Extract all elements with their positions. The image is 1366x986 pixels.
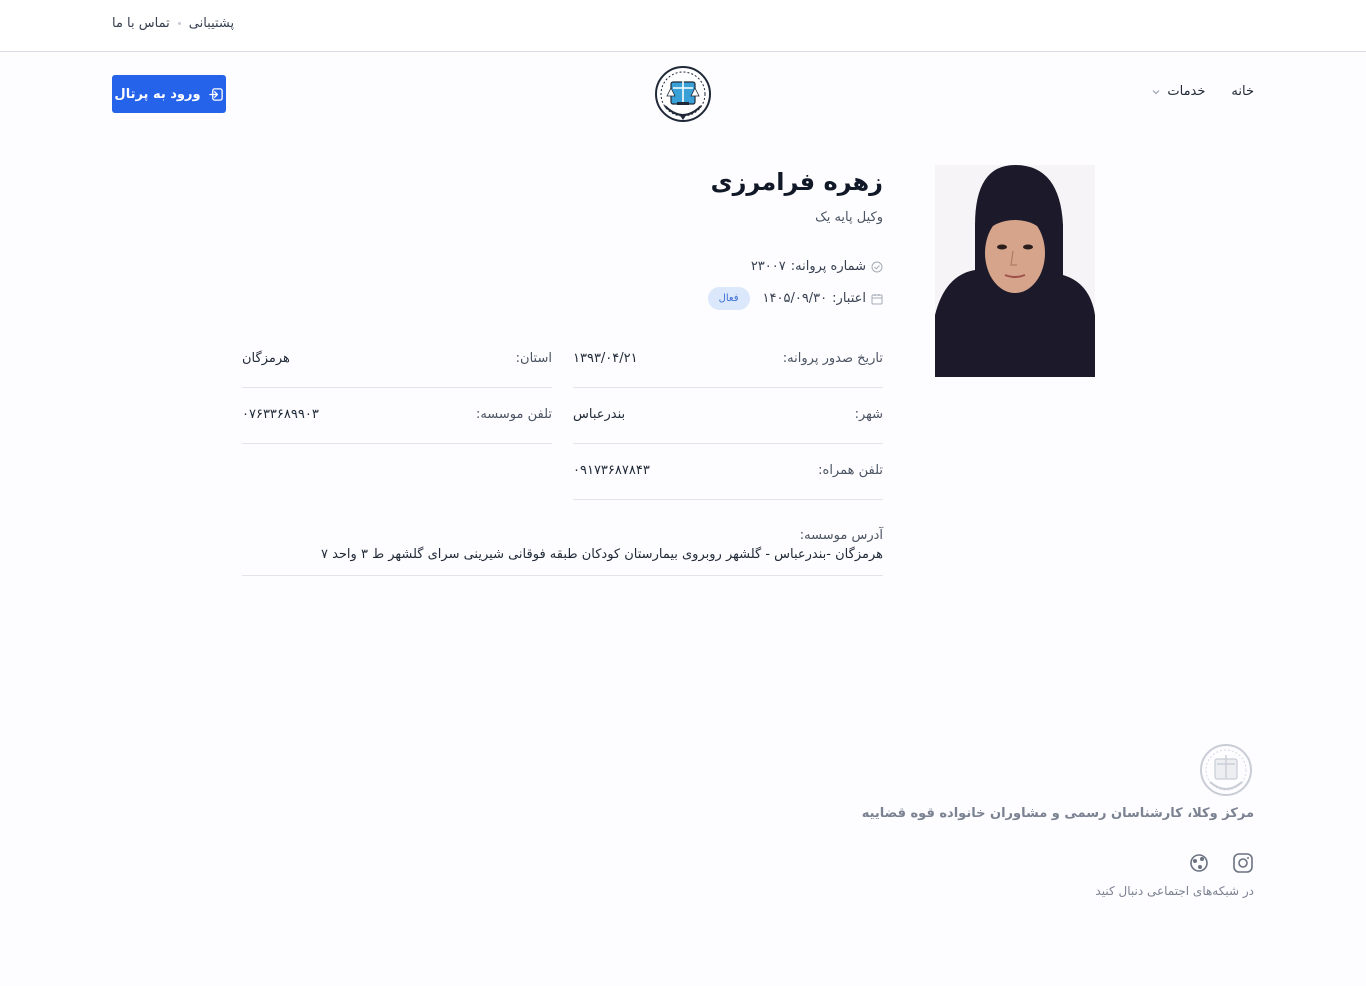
validity-row — [708, 287, 883, 310]
validity-label: اعتبار: — [832, 291, 866, 306]
top-bar — [0, 0, 1366, 52]
detail-label: تلفن همراه: — [818, 463, 883, 478]
main-nav — [1151, 84, 1254, 99]
detail-city — [573, 388, 883, 444]
detail-value[interactable]: ۰۷۶۳۳۶۸۹۹۰۳ — [242, 407, 319, 422]
login-icon — [209, 87, 224, 102]
address-value: هرمزگان -بندرعباس - گلشهر روبروی بیمارستان کودکان طبقه فوقانی شیرینی سرای گلشهر ط ۳ واحد ۷ — [320, 547, 883, 562]
status-badge: فعال — [708, 287, 750, 310]
chevron-down-icon — [1151, 87, 1161, 97]
lawyer-rank: وکیل پایه یک — [815, 210, 883, 225]
contact-link[interactable]: تماس با ما — [112, 16, 170, 31]
support-link[interactable]: پشتیبانی — [188, 16, 235, 31]
calendar-icon — [871, 293, 883, 305]
detail-label: تاریخ صدور پروانه: — [782, 351, 883, 366]
detail-province — [242, 332, 552, 388]
footer-org-name: مرکز وکلا، کارشناسان رسمی و مشاوران خانواده قوه قضاییه — [861, 806, 1254, 821]
detail-value[interactable]: ۰۹۱۷۳۶۸۷۸۴۳ — [573, 463, 650, 478]
social-links — [1188, 852, 1254, 874]
detail-label: شهر: — [854, 407, 883, 422]
nav-services-label: خدمات — [1167, 84, 1206, 99]
license-number-row — [751, 259, 883, 274]
detail-mobile — [573, 444, 883, 500]
instagram-icon[interactable] — [1232, 852, 1254, 874]
lawyer-name: زهره فرامرزی — [710, 168, 883, 196]
nav-home[interactable]: خانه — [1231, 84, 1254, 99]
detail-label: تلفن موسسه: — [475, 407, 552, 422]
detail-value: ۱۳۹۳/۰۴/۲۱ — [573, 351, 638, 366]
social-follow-text: در شبکه‌های اجتماعی دنبال کنید — [1095, 884, 1254, 898]
detail-issue-date — [573, 332, 883, 388]
detail-value: بندرعباس — [573, 407, 626, 422]
detail-office-phone — [242, 388, 552, 444]
footer-logo — [1198, 742, 1254, 798]
validity-date: ۱۴۰۵/۰۹/۳۰ — [762, 291, 828, 306]
detail-value: هرمزگان — [242, 351, 290, 366]
address-label: آدرس موسسه: — [799, 528, 883, 543]
check-circle-icon — [871, 261, 883, 273]
network-icon[interactable] — [1188, 852, 1210, 874]
office-address — [242, 520, 883, 576]
license-number: ۲۳۰۰۷ — [750, 259, 786, 274]
detail-label: استان: — [515, 351, 552, 366]
separator-dot — [178, 22, 181, 25]
license-label: شماره پروانه: — [790, 259, 866, 274]
portal-login-button[interactable] — [112, 75, 226, 113]
portal-login-label: ورود به پرتال — [114, 86, 201, 102]
judiciary-logo[interactable] — [651, 62, 715, 126]
lawyer-photo — [935, 165, 1095, 377]
top-links — [112, 16, 234, 31]
nav-services-dropdown[interactable] — [1151, 84, 1205, 99]
